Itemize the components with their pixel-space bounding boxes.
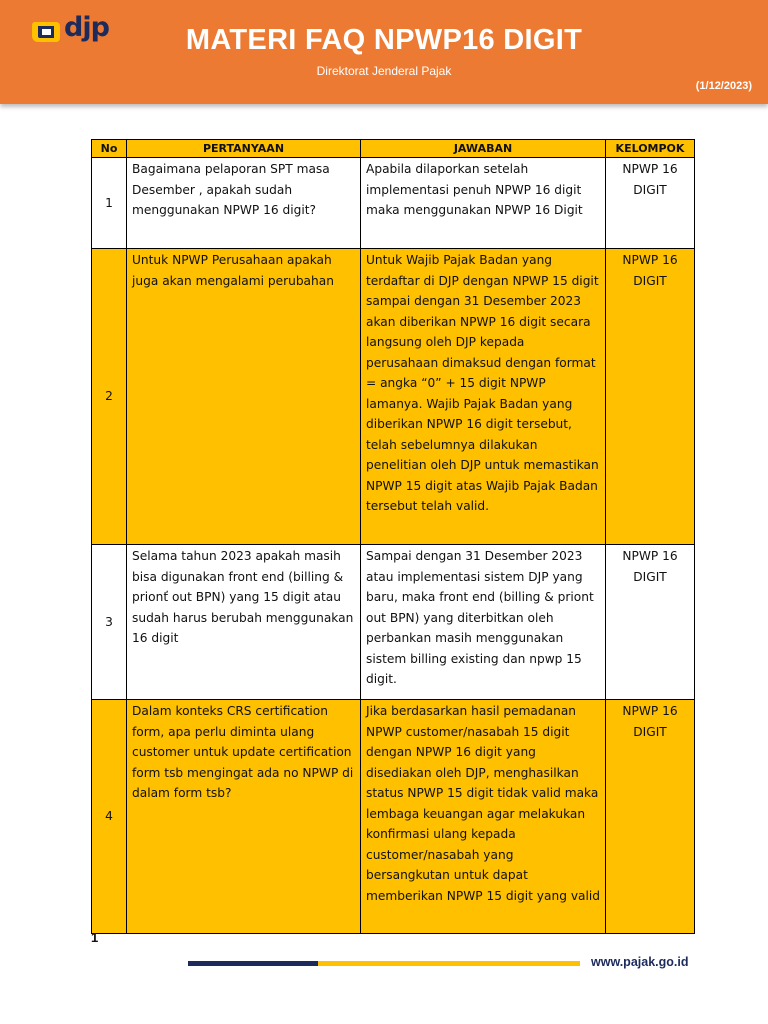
document-date: (1/12/2023) — [695, 80, 752, 92]
header-jawaban: JAWABAN — [361, 140, 606, 158]
cell-pertanyaan: Dalam konteks CRS certification form, apa perlu diminta ulang customer untuk update certification form tsb mengingat ada no NPWP di dalam form tsb? — [127, 700, 361, 934]
cell-no: 2 — [92, 249, 127, 545]
table-row — [92, 545, 695, 700]
cell-jawaban: Apabila dilaporkan setelah implementasi penuh NPWP 16 digit maka menggunakan NPWP 16 Digit — [361, 158, 606, 249]
footer-url: www.pajak.go.id — [591, 955, 689, 969]
page-number: 1 — [91, 930, 99, 945]
table-row — [92, 249, 695, 545]
cell-no: 3 — [92, 545, 127, 700]
table-row — [92, 158, 695, 249]
header-pertanyaan: PERTANYAAN — [127, 140, 361, 158]
page-title: MATERI FAQ NPWP16 DIGIT — [185, 24, 583, 56]
cell-kelompok: NPWP 16 DIGIT — [606, 700, 695, 934]
table-header-row — [92, 140, 695, 158]
cell-jawaban: Jika berdasarkan hasil pemadanan NPWP customer/nasabah 15 digit dengan NPWP 16 digit yang disediakan oleh DJP, menghasilkan status NPWP 15 digit tidak valid maka lembaga keuangan agar melakukan konfirmasi ulang kepada customer/nasabah yang bersangkutan untuk dapat memberikan NPWP 15 digit yang valid — [361, 700, 606, 934]
faq-table — [91, 139, 695, 934]
cell-pertanyaan: Selama tahun 2023 apakah masih bisa digunakan front end (billing & prionť out BPN) yang 15 digit atau sudah harus berubah menggunakan 16 digit — [127, 545, 361, 700]
header-kelompok: KELOMPOK — [606, 140, 695, 158]
footer-bar-orange — [318, 961, 580, 966]
cell-kelompok: NPWP 16 DIGIT — [606, 249, 695, 545]
cell-jawaban: Untuk Wajib Pajak Badan yang terdaftar di DJP dengan NPWP 15 digit sampai dengan 31 Desember 2023 akan diberikan NPWP 16 digit secara langsung oleh DJP kepada perusahaan dimaksud dengan format = angka “0” + 15 digit NPWP lamanya. Wajib Pajak Badan yang diberikan NPWP 16 digit tersebut, telah sebelumnya dilakukan penelitian oleh DJP untuk memastikan NPWP 15 digit atas Wajib Pajak Badan tersebut telah valid. — [361, 249, 606, 545]
footer-bar-navy — [188, 961, 318, 966]
page-subtitle: Direktorat Jenderal Pajak — [316, 64, 452, 78]
cell-kelompok: NPWP 16 DIGIT — [606, 545, 695, 700]
cell-no: 4 — [92, 700, 127, 934]
cell-no: 1 — [92, 158, 127, 249]
logo-text: djp — [64, 12, 109, 43]
cell-jawaban: Sampai dengan 31 Desember 2023 atau implementasi sistem DJP yang baru, maka front end (billing & priont out BPN) yang diterbitkan oleh perbankan masih menggunakan sistem billing existing dan npwp 15 digit. — [361, 545, 606, 700]
cell-pertanyaan: Untuk NPWP Perusahaan apakah juga akan mengalami perubahan — [127, 249, 361, 545]
header-banner — [0, 0, 768, 104]
cell-kelompok: NPWP 16 DIGIT — [606, 158, 695, 249]
table-row — [92, 700, 695, 934]
cell-pertanyaan: Bagaimana pelaporan SPT masa Desember , apakah sudah menggunakan NPWP 16 digit? — [127, 158, 361, 249]
header-no: No — [92, 140, 127, 158]
